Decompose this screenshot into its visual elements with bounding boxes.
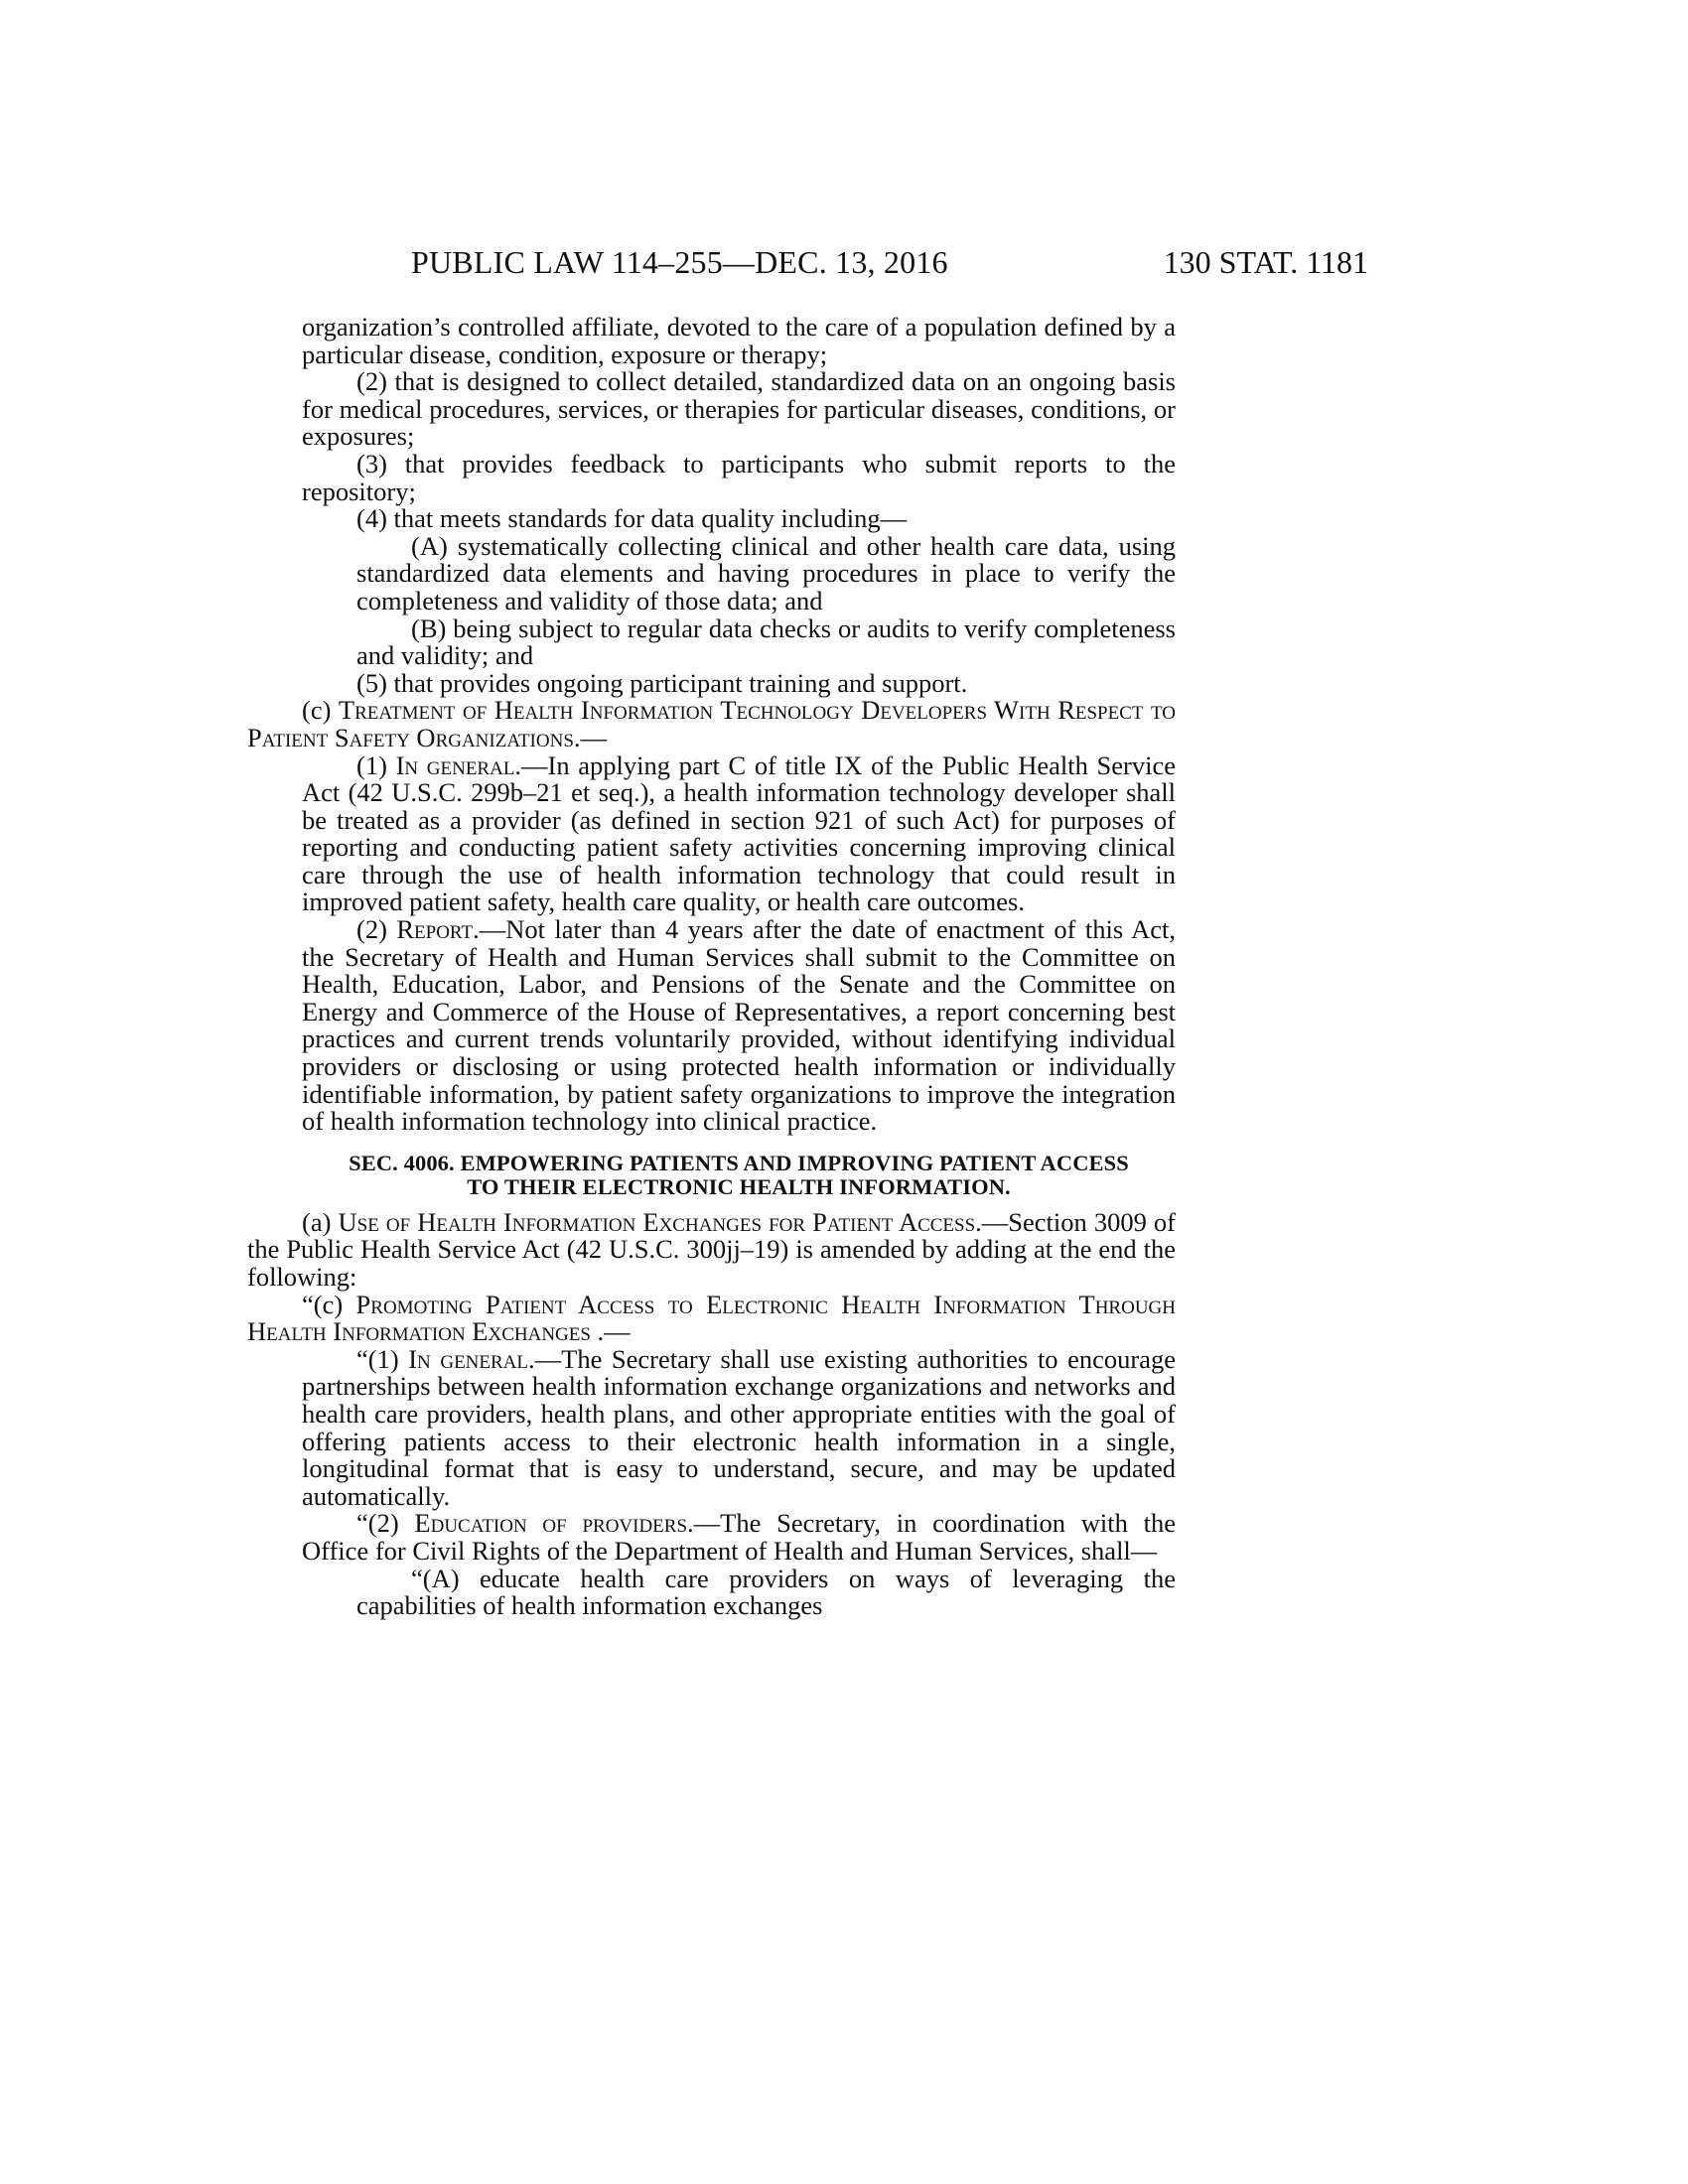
document-body (247, 312, 1177, 1621)
subsection-a (247, 1206, 1176, 1292)
quoted-paragraph-1 (302, 1343, 1176, 1511)
section-heading (302, 1152, 1176, 1199)
paragraph-item-5: (5) that provides ongoing participant training and support. (356, 667, 968, 698)
paragraph-item-3: (3) that provides feedback to participants who submit reports to the repository; (302, 448, 1176, 506)
quoted-paragraph-1-heading: In general. (408, 1343, 535, 1374)
quoted-paragraph-2-heading: Education of providers. (414, 1508, 694, 1539)
paragraph-c1-text: —In applying part C of title IX of the Public Health Service Act (42 U.S.C. 299b–21 et seq.), a health information technology developer shall be treated as a provider (as defined in section 921 of such Act) for purposes of reporting and conducting patient safety activities concerning improving clinical care through the use of health information technology that could result in improved patient safety, health care quality, or health care outcomes. (302, 750, 1176, 917)
paragraph-item-4a: (A) systematically collecting clinical and other health care data, using standardized data elements and having procedures in place to verify the completeness and validity of those data; and (356, 530, 1176, 615)
quoted-subsection-c-heading: Promoting Patient Access to Electronic Health Information Through Health Information Exchanges .— (247, 1289, 1176, 1347)
quoted-paragraph-2-text: —The Secretary, in coordination with the Office for Civil Rights of the Department of Health and Human Services, shall— (302, 1508, 1176, 1566)
paragraph-c2-text: —Not later than 4 years after the date of enactment of this Act, the Secretary of Health and Human Services shall submit to the Committee on Health, Education, Labor, and Pensions of the Senate and the Committee on Energy and Commerce of the House of Representatives, a report concerning best practices and current trends voluntarily provided, without identifying individual providers or disclosing or using protected health information or individually identifiable information, by patient safety organizations to improve the integration of health information technology into clinical practice. (302, 914, 1177, 1137)
subsection-a-prefix: (a) (302, 1206, 339, 1237)
quoted-subparagraph-a: “(A) educate health care providers on ways of leveraging the capabilities of health information exchanges (356, 1563, 1176, 1621)
paragraph-c2-heading: Report. (396, 914, 480, 945)
quoted-paragraph-2 (302, 1510, 1176, 1565)
quoted-paragraph-2-prefix: “(2) (356, 1508, 415, 1539)
page-header (411, 244, 1368, 288)
subsection-a-heading: Use of Health Information Exchanges for Patient Access. (338, 1206, 982, 1237)
paragraph-item-2: (2) that is designed to collect detailed, standardized data on an ongoing basis for medical procedures, services, or therapies for particular diseases, conditions, or exposures; (302, 366, 1176, 452)
paragraph-c1-heading: In general. (395, 750, 522, 780)
paragraph-c1 (302, 752, 1176, 917)
subsection-c-heading: Treatment of Health Information Technology Developers With Respect to Patient Safety Organizations.— (247, 695, 1176, 752)
quoted-subsection-c (247, 1289, 1176, 1347)
section-heading-line-1: SEC. 4006. EMPOWERING PATIENTS AND IMPROVING PATIENT ACCESS (349, 1150, 1129, 1175)
quoted-subsection-c-prefix: “(c) (302, 1289, 356, 1319)
paragraph-item-4b: (B) being subject to regular data checks or audits to verify completeness and validity; and (356, 613, 1176, 671)
subsection-a-text: —Section 3009 of the Public Health Service Act (42 U.S.C. 300jj–19) is amended by adding at the end the following: (247, 1206, 1176, 1292)
paragraph-item-4: (4) that meets standards for data quality including— (356, 503, 908, 534)
continuation-paragraph: organization’s controlled affiliate, devoted to the care of a population defined by a particular disease, condition, exposure or therapy; (302, 312, 1176, 369)
quoted-paragraph-1-prefix: “(1) (356, 1343, 409, 1374)
page-stat-reference: 130 STAT. 1181 (1163, 244, 1368, 280)
subsection-c-prefix: (c) (302, 695, 339, 726)
quoted-paragraph-1-text: —The Secretary shall use existing authorities to encourage partnerships between health information exchange organizations and networks and health care providers, health plans, and other appropriate entities with the goal of offering patients access to their electronic health information in a single, longitudinal format that is easy to understand, secure, and may be updated automatically. (302, 1343, 1176, 1511)
section-heading-line-2: TO THEIR ELECTRONIC HEALTH INFORMATION. (467, 1173, 1011, 1199)
paragraph-c2 (302, 916, 1176, 1136)
paragraph-c1-prefix: (1) (356, 750, 396, 780)
running-title: PUBLIC LAW 114–255—DEC. 13, 2016 (411, 244, 948, 280)
subsection-c (247, 697, 1176, 751)
paragraph-c2-prefix: (2) (356, 914, 397, 945)
